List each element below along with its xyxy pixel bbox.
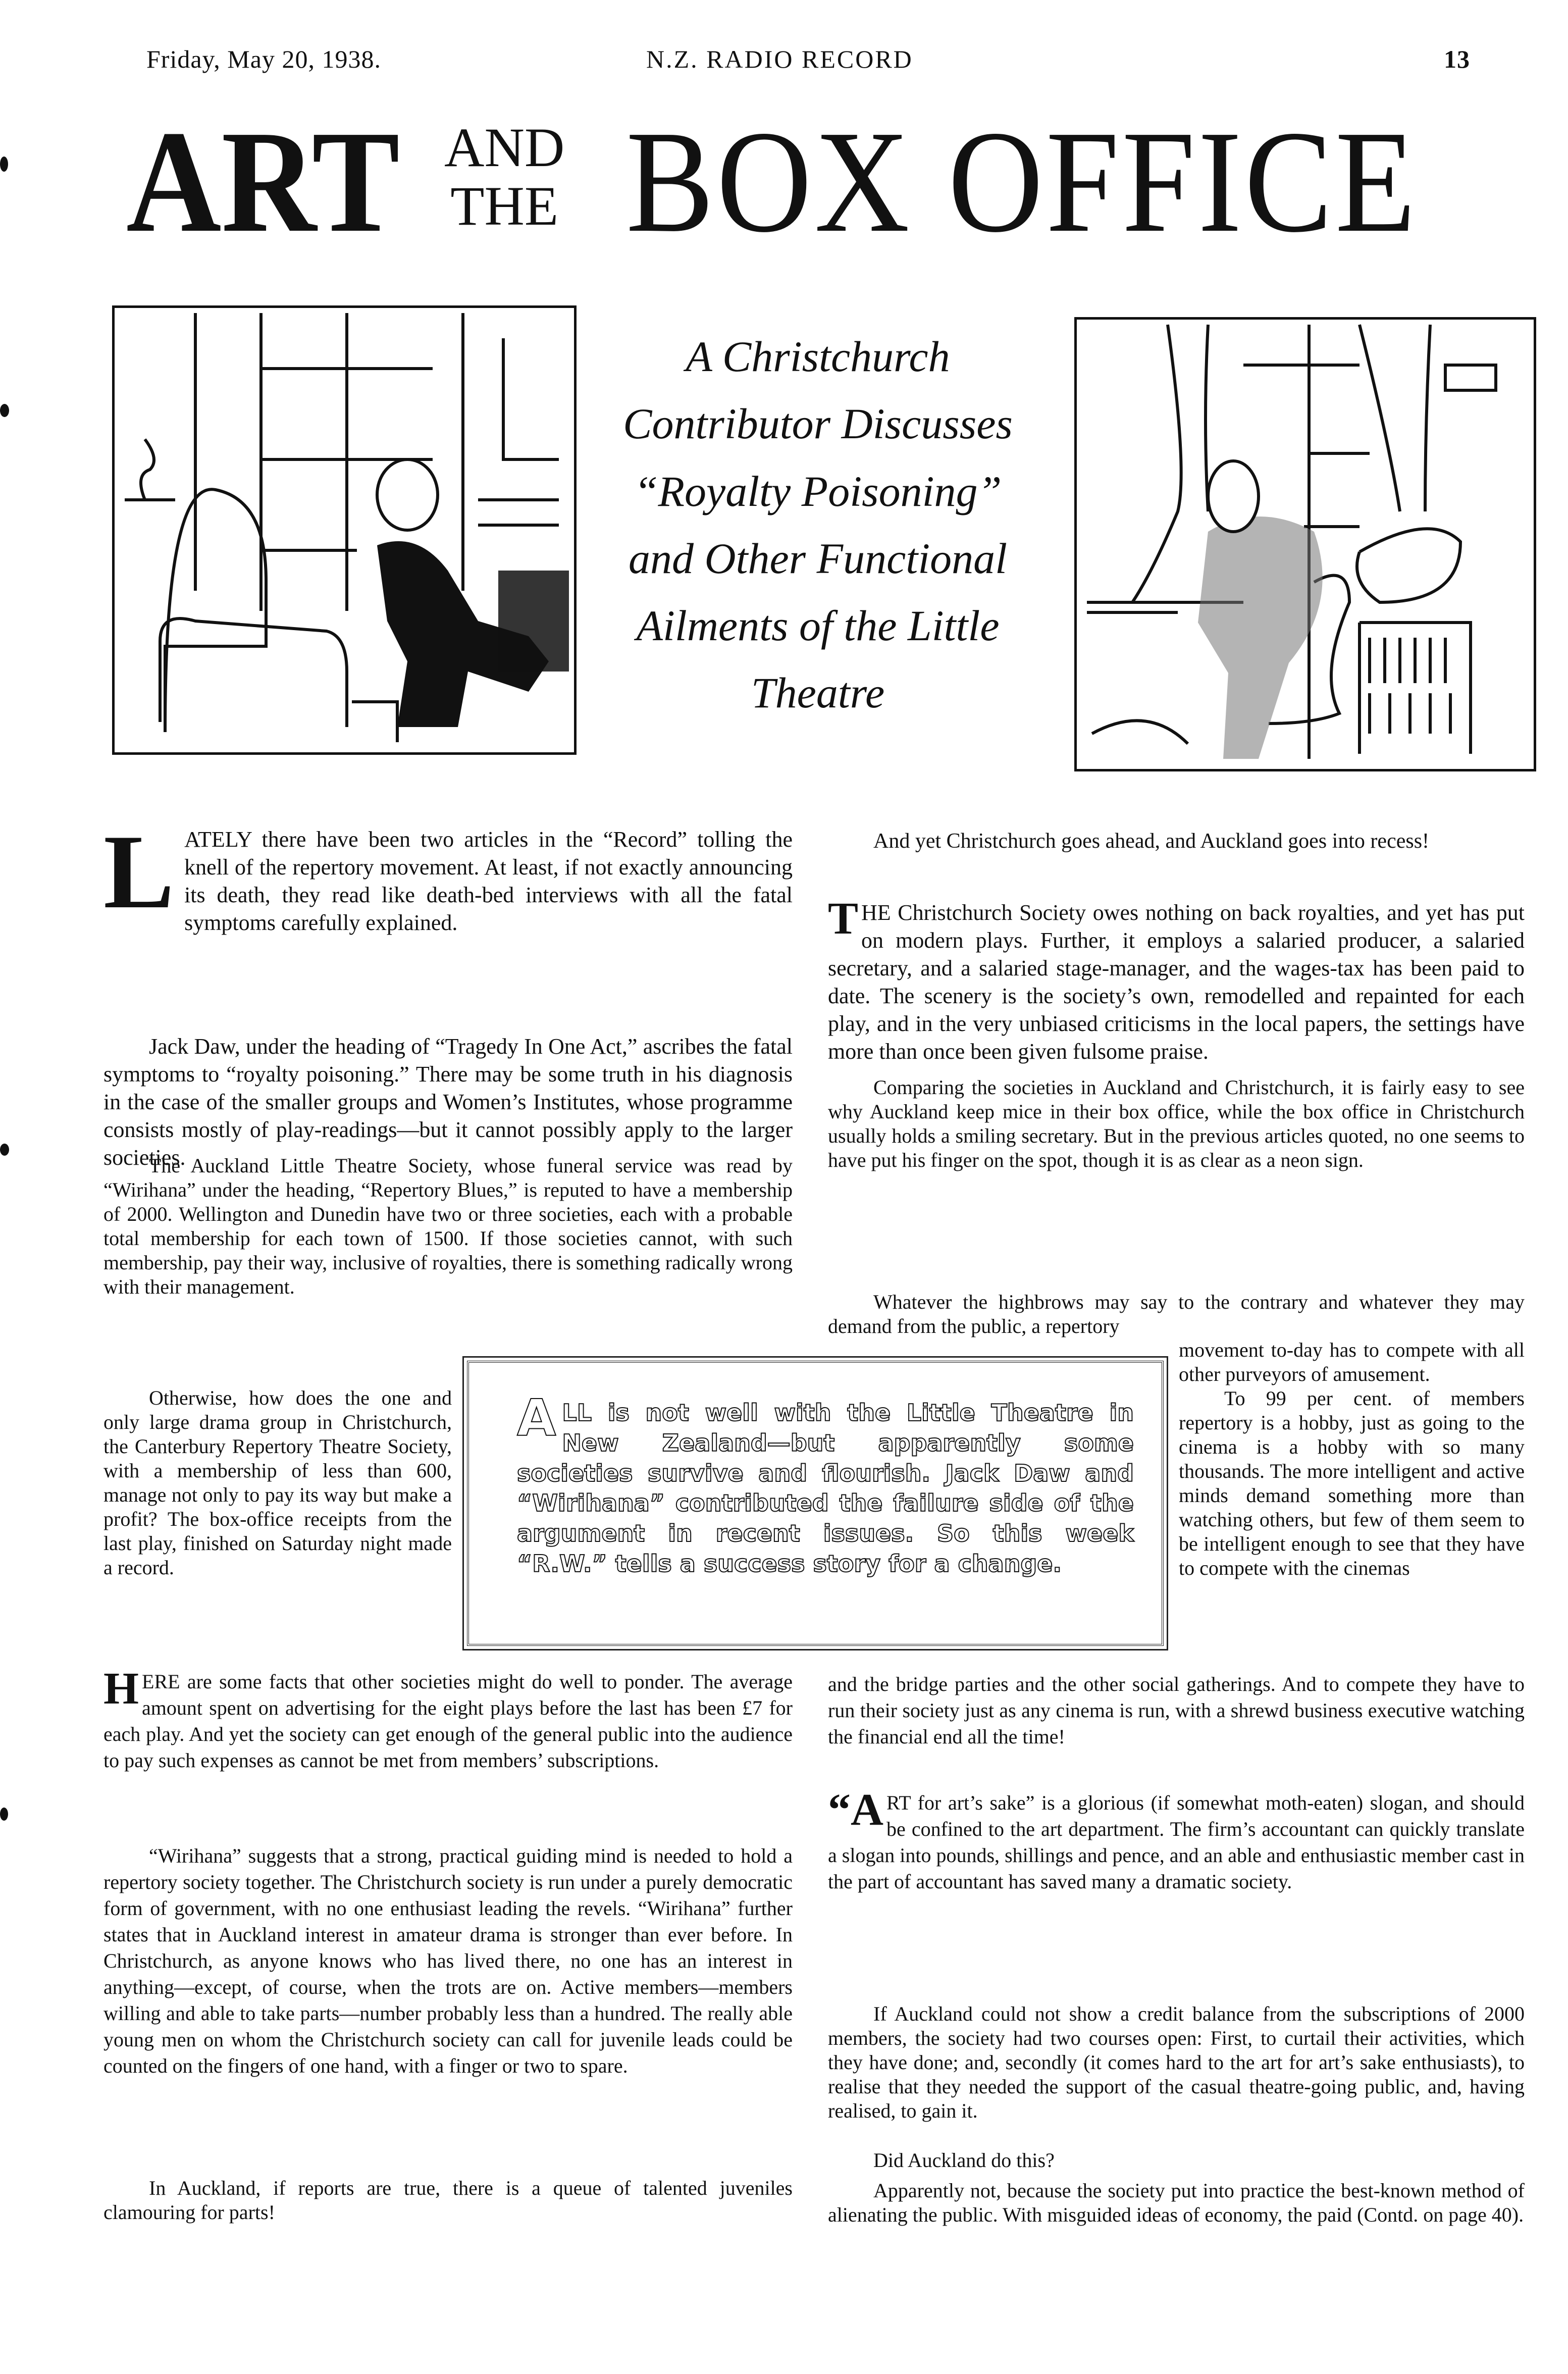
headline-and: AND [444, 117, 565, 178]
cartoon-distressed-man-drawing [1077, 320, 1534, 769]
article-paragraph [1179, 1338, 1525, 1580]
headline-and-the [444, 119, 564, 235]
paragraph: ERE are some facts that other societies might do well to ponder. The average amount spent on advertising for the eight plays before the last has been £7 for each play. And yet the society can get enough of the general public into the audience to pay such expenses as cannot be met from members’ subscriptions. [103, 1670, 793, 1772]
paragraph: and the bridge parties and the other social gatherings. And to compete they have to run their society just as any cinema is run, with a shrewd business executive watching the financial end all the time! [828, 1673, 1525, 1748]
paragraph: “Wirihana” suggests that a strong, practical guiding mind is needed to hold a repertory society together. The Christchurch society is run under a purely democratic form of government, with no one enthusiast leading the revels. “Wirihana” further states that in Auckland interest in amateur drama is stronger than ever before. In Christchurch, as anyone knows who has lived there, no one has an interest in anything—except, of course, when the trots are on. Active members—members willing and able to take parts—number probably less than a hundred. The really able young men on whom the Christchurch society can call for juvenile leads could be counted on the fingers of one hand, with a finger or two to spare. [103, 1844, 793, 2077]
article-paragraph [828, 1075, 1525, 1172]
binding-mark [0, 157, 8, 172]
paragraph: Jack Daw, under the heading of “Tragedy In One Act,” ascribes the fatal symptoms to “royalty poisoning.” There may be some truth in his diagnosis in the case of the smaller groups and Women’s Institutes, whose programme consists mostly of play-readings—but it cannot possibly apply to the larger societies. [103, 1034, 793, 1170]
headline-the: THE [450, 175, 559, 237]
article-paragraph [828, 2148, 1525, 2173]
deck-line: and Other Functional [628, 534, 1008, 583]
article-intro [103, 813, 793, 937]
article-deck [586, 323, 1050, 727]
paragraph: In Auckland, if reports are true, there is a queue of talented juveniles clamouring for parts! [103, 2177, 793, 2224]
article-paragraph [828, 828, 1525, 855]
article-paragraph [103, 1843, 793, 2079]
paragraph: HE Christchurch Society owes nothing on back royalties, and yet has put on modern plays. Further, it employs a salaried producer, a salaried secretary, and a salaried stage-manager, and the wages-tax has been paid to date. The scenery is the society’s own, remodelled and repainted for each play, and in the very unbiased criticisms in the local papers, the settings have more than once been given fulsome praise. [828, 900, 1525, 1064]
cartoon-woman-at-piano [112, 305, 577, 755]
binding-mark [0, 1808, 8, 1821]
deck-line: Theatre [751, 668, 885, 717]
deck-line: Ailments of the Little [636, 601, 1000, 650]
cartoon-distressed-man-at-window [1074, 317, 1536, 771]
publication-name: N.Z. RADIO RECORD [646, 45, 913, 73]
callout-text: LL is not well with the Little Theatre in New Zealand—but apparently some societies survive and flourish. Jack Daw and “Wirihana” contributed the failure side of the argument in recent issues. So this week “R.W.” tells a success story for a change. [517, 1399, 1134, 1577]
article-section-art [828, 1785, 1525, 1895]
paragraph: If Auckland could not show a credit balance from the subscriptions of 2000 members, the society had two courses open: First, to curtail their activities, which they have done; and, secondly (it comes hard to the art for art’s sake enthusiasts), to realise that they needed the support of the casual theatre-going public, and, having realised, to gain it. [828, 2002, 1525, 2122]
binding-mark [0, 404, 9, 417]
article-paragraph [828, 2002, 1525, 2123]
article-paragraph [828, 2179, 1525, 2227]
paragraph: RT for art’s sake” is a glorious (if somewhat moth-eaten) slogan, and should be confined to the art department. The firm’s accountant can quickly translate a slogan into pounds, shillings and pence, and an able and enthusiastic member cast in the part of accountant has saved many a dramatic society. [828, 1791, 1525, 1893]
drop-cap-h: H [103, 1664, 139, 1714]
continuation-paragraph: Apparently not, because the society put into practice the best-known method of alienating the public. With misguided ideas of economy, the paid (Contd. on page 40). [828, 2179, 1525, 2226]
article-paragraph [103, 2176, 793, 2225]
issue-date: Friday, May 20, 1938. [146, 45, 381, 73]
paragraph: Did Auckland do this? [873, 2149, 1055, 2172]
article-paragraph [103, 1154, 793, 1299]
paragraph: To 99 per cent. of members repertory is a hobby, just as going to the cinema is a hobby with so many thousands. The more intelligent and active minds demand something more than watching others, but few of them seem to be intelligent enough to see that they have to compete with the cinemas [1179, 1387, 1525, 1579]
cartoon-woman-at-piano-drawing [115, 308, 574, 752]
article-paragraph [828, 1290, 1525, 1338]
headline-box-office: BOX OFFICE [626, 100, 1419, 263]
deck-line: A Christchurch [686, 332, 950, 381]
page-number: 13 [1444, 45, 1470, 73]
article-paragraph [828, 1671, 1525, 1750]
article-paragraph [103, 1386, 452, 1580]
paragraph: Otherwise, how does the one and only large drama group in Christchurch, the Canterbury Repertory Theatre Society, with a membership of less than 600, manage not only to pay its way but make a profit? The box-office receipts from the last play, finished on Saturday night made a record. [103, 1386, 452, 1579]
paragraph: movement to-day has to compete with all other purveyors of amusement. [1179, 1338, 1525, 1385]
paragraph: ATELY there have been two articles in the “Record” tolling the knell of the repertory movement. At least, if not exactly announcing its death, they read like death-bed interviews with all the fatal symptoms carefully explained. [184, 827, 793, 935]
binding-mark [0, 1144, 9, 1156]
paragraph: And yet Christchurch goes ahead, and Auckland goes into recess! [873, 830, 1430, 853]
paragraph: Whatever the highbrows may say to the contrary and whatever they may demand from the public, a repertory [828, 1291, 1525, 1337]
drop-cap-l: L [103, 813, 175, 931]
deck-line: “Royalty Poisoning” [634, 467, 1002, 515]
article-section-here [103, 1664, 793, 1774]
paragraph: The Auckland Little Theatre Society, whose funeral service was read by “Wirihana” under the heading, “Repertory Blues,” is reputed to have a membership of 2000. Wellington and Dunedin have two or three societies, each with a probable total membership for each town of 1500. If those societies cannot, with such membership, pay their way, inclusive of royalties, there is something radically wrong with their management. [103, 1154, 793, 1298]
drop-cap-t: T [828, 894, 859, 944]
article-paragraph [103, 1033, 793, 1171]
headline-art: ART [126, 100, 400, 263]
callout-box [467, 1361, 1164, 1646]
callout-cap: A [517, 1388, 556, 1448]
article-section-the [828, 894, 1525, 1065]
deck-line: Contributor Discusses [623, 399, 1013, 448]
drop-cap-a: “A [828, 1785, 883, 1835]
paragraph: Comparing the societies in Auckland and Christchurch, it is fairly easy to see why Auckland keep mice in their box office, while the box office in Christchurch usually holds a smiling secretary. But in the previous articles quoted, no one seems to have put his finger on the spot, though it is as clear as a neon sign. [828, 1076, 1525, 1171]
